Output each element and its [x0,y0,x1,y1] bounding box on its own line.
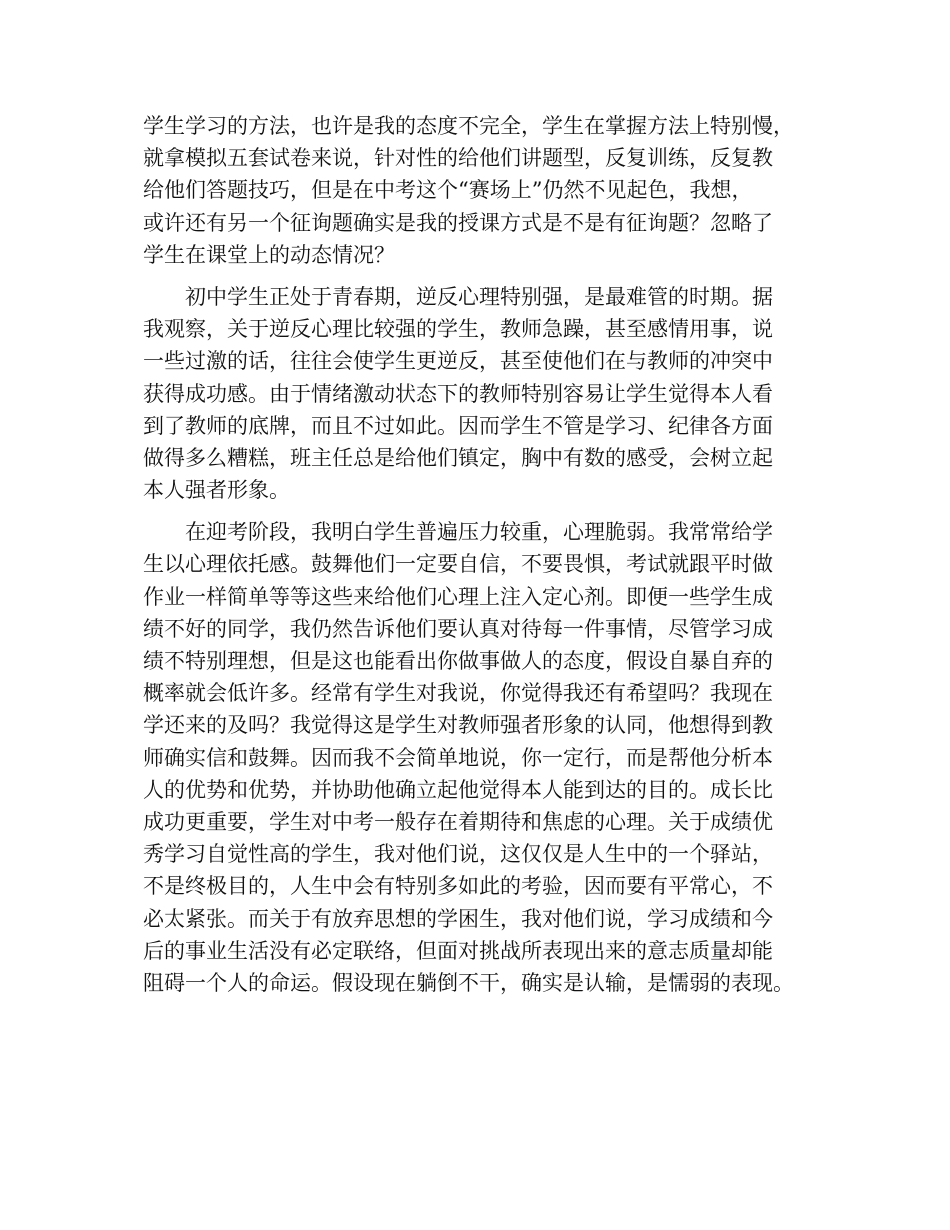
text-line: 作业一样简单等等这些来给他们心理上注入定心剂。即便一些学生成 [143,584,773,609]
text-line: 成功更重要，学生对中考一般存在着期待和焦虑的心理。关于成绩优 [143,809,773,834]
paragraph-1 [143,110,833,271]
text-line: 给他们答题技巧，但是在中考这个“赛场上”仍然不见起色，我想， [143,178,753,203]
text-line: 后的事业生活没有必定联络，但面对挑战所表现出来的意志质量却能 [143,938,773,963]
text-line: 绩不特别理想，但是这也能看出你做事做人的态度，假设自暴自弃的 [143,649,773,673]
text-line: 绩不好的同学，我仍然告诉他们要认真对待每一件事情，尽管学习成 [143,616,773,641]
text-line: 学生在课堂上的动态情况？ [143,242,395,267]
text-line: 学生学习的方法，也许是我的态度不完全，学生在掌握方法上特别慢， [143,114,794,138]
text-line: 一些过激的话，往往会使学生更逆反，甚至使他们在与教师的冲突中 [143,349,773,374]
text-line: 做得多么糟糕，班主任总是给他们镇定，胸中有数的感受，会树立起 [143,445,773,470]
text-line: 或许还有另一个征询题确实是我的授课方式是不是有征询题？忽略了 [143,210,773,235]
text-line: 师确实信和鼓舞。因而我不会简单地说，你一定行，而是帮他分析本 [143,745,773,770]
paragraph-2 [143,281,833,506]
text-line: 必太紧张。而关于有放弃思想的学困生，我对他们说，学习成绩和今 [143,906,773,931]
text-line: 到了教师的底牌，而且不过如此。因而学生不管是学习、纪律各方面 [143,413,773,438]
text-line: 学还来的及吗？我觉得这是学生对教师强者形象的认同，他想得到教 [143,713,773,738]
text-line: 人的优势和优势，并协助他确立起他觉得本人能到达的目的。成长比 [143,777,773,802]
text-line: 生以心理依托感。鼓舞他们一定要自信，不要畏惧，考试就跟平时做 [143,552,773,577]
text-line: 我观察，关于逆反心理比较强的学生，教师急躁，甚至感情用事，说 [143,317,773,342]
document-body [143,110,833,999]
text-line-first: 在迎考阶段，我明白学生普遍压力较重，心理脆弱。我常常给学 [185,520,773,545]
text-line: 就拿模拟五套试卷来说，针对性的给他们讲题型，反复训练，反复教 [143,146,773,171]
text-line: 秀学习自觉性高的学生，我对他们说，这仅仅是人生中的一个驿站， [143,842,773,867]
paragraph-3 [143,516,833,999]
text-line: 概率就会低许多。经常有学生对我说，你觉得我还有希望吗？我现在 [143,681,773,706]
text-line: 本人强者形象。 [143,478,290,503]
text-line: 阻碍一个人的命运。假设现在躺倒不干，确实是认输，是懦弱的表现。 [143,970,794,995]
text-line-first: 初中学生正处于青春期，逆反心理特别强，是最难管的时期。据 [185,284,773,309]
text-line: 不是终极目的，人生中会有特别多如此的考验，因而要有平常心，不 [143,874,773,899]
text-line: 获得成功感。由于情绪激动状态下的教师特别容易让学生觉得本人看 [143,381,773,406]
